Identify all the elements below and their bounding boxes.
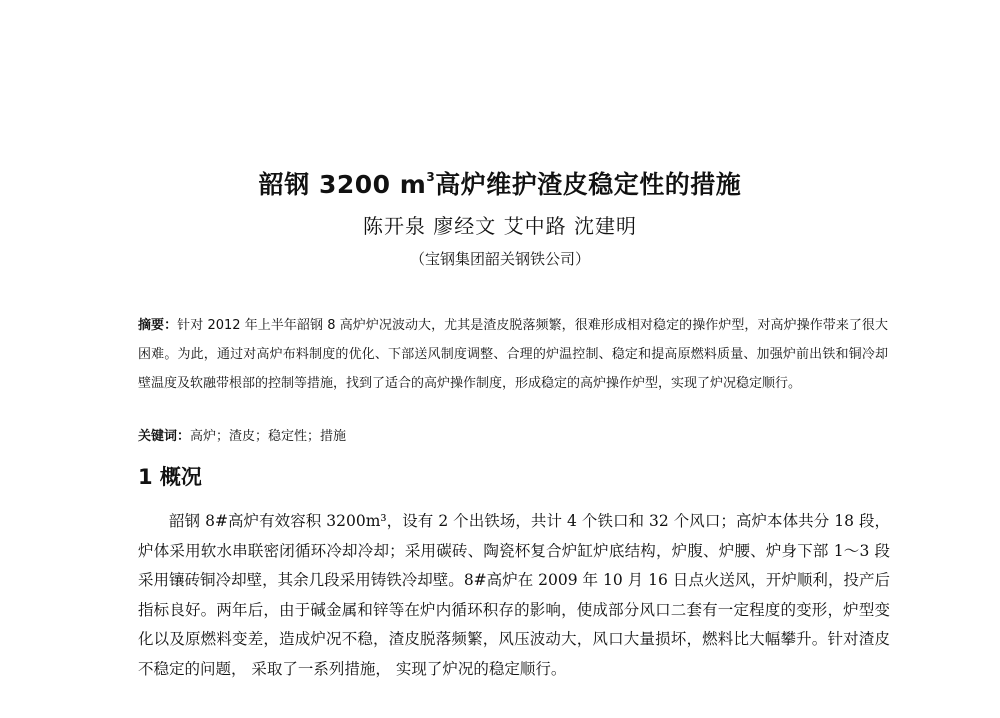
keywords-text: 高炉；渣皮；稳定性；措施 [190, 429, 347, 444]
keywords-label: 关键词： [138, 429, 191, 444]
keywords [138, 426, 888, 448]
author-list: 陈开泉 廖经文 艾中路 沈建明 [362, 214, 638, 238]
section-body-paragraph: 韶钢 8#高炉有效容积 3200m³，设有 2 个出铁场，共计 4 个铁口和 32 个风口；高炉本体共分 18 段，炉体采用软水串联密闭循环冷却冷却；采用碳砖、陶瓷杯复合炉缸炉底结构，炉腹、炉腰、炉身下部 1～3 段采用镶砖铜冷却壁，其余几段采用铸铁冷却壁。8#高炉在 2009 年 10 月 16 日点火送风，开炉顺利，投产后指标良好。两年后，由于碱金属和锌等在炉内循环积存的影响，使成部分风口二套有一定程度的变形，炉型变化以及原燃料变差，造成炉况不稳，渣皮脱落频繁，风压波动大，风口大量损坏，燃料比大幅攀升。针对渣皮不稳定的问题， 采取了一系列措施， 实现了炉况的稳定顺行。 [138, 512, 890, 678]
title-superscript: 3 [426, 170, 436, 184]
affiliation: （宝钢集团韶关钢铁公司） [409, 250, 590, 268]
paper-title [0, 160, 1000, 202]
abstract-text: 针对 2012 年上半年韶钢 8 高炉炉况波动大，尤其是渣皮脱落频繁，很难形成相对稳定的操作炉型，对高炉操作带来了很大困难。为此，通过对高炉布料制度的优化、下部送风制度调整、合理的炉温控制、稳定和提高原燃料质量、加强炉前出铁和铜冷却壁温度及软融带根部的控制等措施，找到了适合的高炉操作制度，形成稳定的高炉操作炉型，实现了炉况稳定顺行。 [138, 318, 888, 391]
title-text-part1: 韶钢 3200 m [258, 170, 427, 199]
abstract-label: 摘要： [138, 318, 178, 333]
section-heading: 1 概况 [138, 465, 202, 489]
title-text-part2: 高炉维护渣皮稳定性的措施 [435, 170, 742, 199]
abstract [138, 311, 888, 398]
